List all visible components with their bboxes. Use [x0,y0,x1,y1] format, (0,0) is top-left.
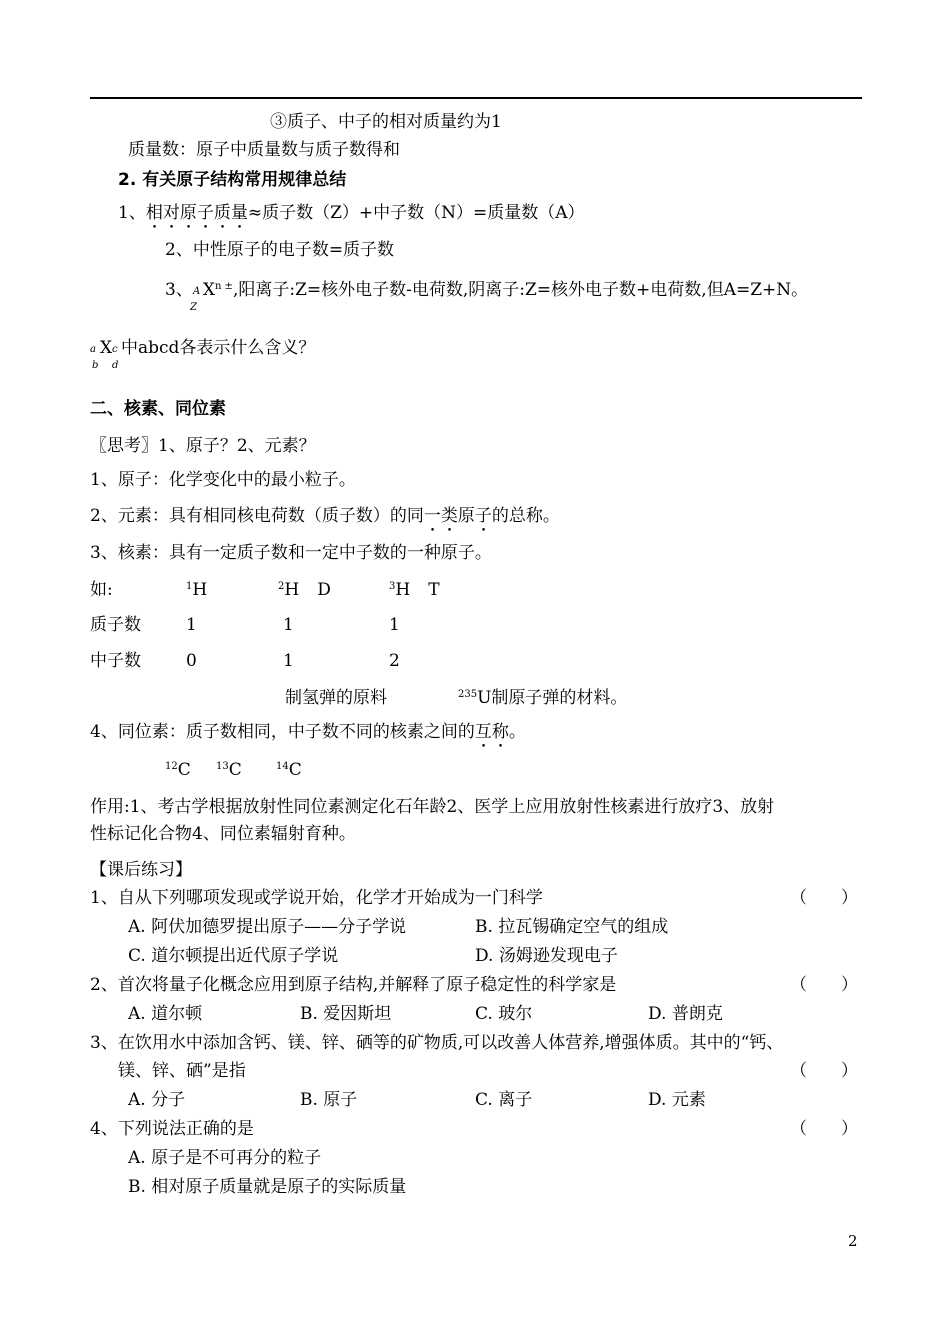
emphasis-relative-atomic-mass: 相对原子质量 [145,203,248,223]
question-3-line-1: 3、在饮用水中添加含钙、镁、锌、硒等的矿物质,可以改善人体营养,增强体质。其中的“钙、 [90,1033,784,1053]
mass-number-definition: 质量数：原子中质量数与质子数得和 [128,140,400,160]
question-3-line-2: 镁、锌、硒”是指 [118,1061,246,1081]
answer-bracket-4: （ ） [790,1119,858,1139]
rule-3-mass-a: A [193,286,201,297]
hydrogen-bomb-use: 制氢弹的原料 [285,688,387,708]
example-label: 如: [90,580,113,600]
proton-neutron-mass-note: ③质子、中子的相对质量约为1 [270,112,502,132]
q2-option-a: A. 道尔顿 [128,1004,203,1024]
neutron-h2: 1 [283,651,294,671]
q4-option-a: A. 原子是不可再分的粒子 [128,1148,322,1168]
answer-bracket-1: （ ） [790,888,858,908]
think-prompt: 〖思考〗1、原子？2、元素？ [90,436,316,456]
question-4: 4、下列说法正确的是 [90,1119,254,1139]
section-nuclide-title: 二、核素、同位素 [90,399,226,419]
carbon-14: $^{14}$C [276,760,302,780]
question-1: 1、自从下列哪项发现或学说开始，化学才开始成为一门科学 [90,888,543,908]
q1-option-a: A. 阿伏加德罗提出原子——分子学说 [128,917,407,937]
neutron-row-label: 中子数 [90,651,141,671]
notation-question: 中abcd各表示什么含义？ [121,338,316,358]
q3-option-a: A. 分子 [128,1090,186,1110]
notation-c: c [112,344,118,355]
proton-h2: 1 [283,615,294,635]
proton-h1: 1 [186,615,197,635]
rule-3-atomic-z: Z [190,302,197,313]
exercises-title: 【课后练习】 [90,860,192,880]
header-rule [90,97,862,99]
neutron-h1: 0 [186,651,197,671]
answer-bracket-3: （ ） [790,1061,858,1081]
answer-bracket-2: （ ） [790,975,858,995]
notation-d: d [112,360,119,371]
definition-element: 2、元素：具有相同核电荷数（质子数）的同一类原子的总称。 [90,506,560,526]
definition-atom: 1、原子：化学变化中的最小粒子。 [90,470,356,490]
rule-1: 1、相对原子质量≈质子数（Z）+中子数（N）=质量数（A） [118,203,585,223]
isotope-usage-line-2: 性标记化合物4、同位素辐射育种。 [90,824,356,844]
rule-2: 2、中性原子的电子数=质子数 [165,240,395,260]
uranium-use: $^{235}$U制原子弹的材料。 [458,688,628,708]
q2-option-c: C. 玻尔 [475,1004,533,1024]
q3-option-c: C. 离子 [475,1090,533,1110]
q1-option-d: D. 汤姆逊发现电子 [475,946,618,966]
carbon-13: $^{13}$C [216,760,242,780]
q4-option-b: B. 相对原子质量就是原子的实际质量 [128,1177,407,1197]
nuclide-h3: $^3$H T [389,580,440,600]
notation-x: X [100,338,113,358]
nuclide-h1: $^1$H [186,580,208,600]
carbon-12: $^{12}$C [165,760,191,780]
section-2-title: 2. 有关原子结构常用规律总结 [118,170,347,190]
q1-option-b: B. 拉瓦锡确定空气的组成 [475,917,669,937]
q1-option-c: C. 道尔顿提出近代原子学说 [128,946,339,966]
definition-nuclide: 3、核素：具有一定质子数和一定中子数的一种原子。 [90,543,492,563]
rule-3: 3、 $X^{n \pm}$,阳离子:Z=核外电子数-电荷数,阴离子:Z=核外电子数+电荷数,但A=Z+N。 [165,280,809,300]
definition-isotope: 4、同位素：质子数相同，中子数不同的核素之间的互称。 [90,722,526,742]
q2-option-b: B. 爱因斯坦 [300,1004,392,1024]
neutron-h3: 2 [389,651,400,671]
proton-row-label: 质子数 [90,615,141,635]
page-number: 2 [848,1232,858,1250]
isotope-usage-line-1: 作用:1、考古学根据放射性同位素测定化石年龄2、医学上应用放射性核素进行放疗3、放射 [90,797,775,817]
question-2: 2、首次将量子化概念应用到原子结构,并解释了原子稳定性的科学家是 [90,975,617,995]
nuclide-h2: $^2$H D [278,580,331,600]
q3-option-d: D. 元素 [648,1090,706,1110]
notation-b: b [92,360,99,371]
q2-option-d: D. 普朗克 [648,1004,723,1024]
q3-option-b: B. 原子 [300,1090,358,1110]
notation-a: a [90,344,96,355]
proton-h3: 1 [389,615,400,635]
